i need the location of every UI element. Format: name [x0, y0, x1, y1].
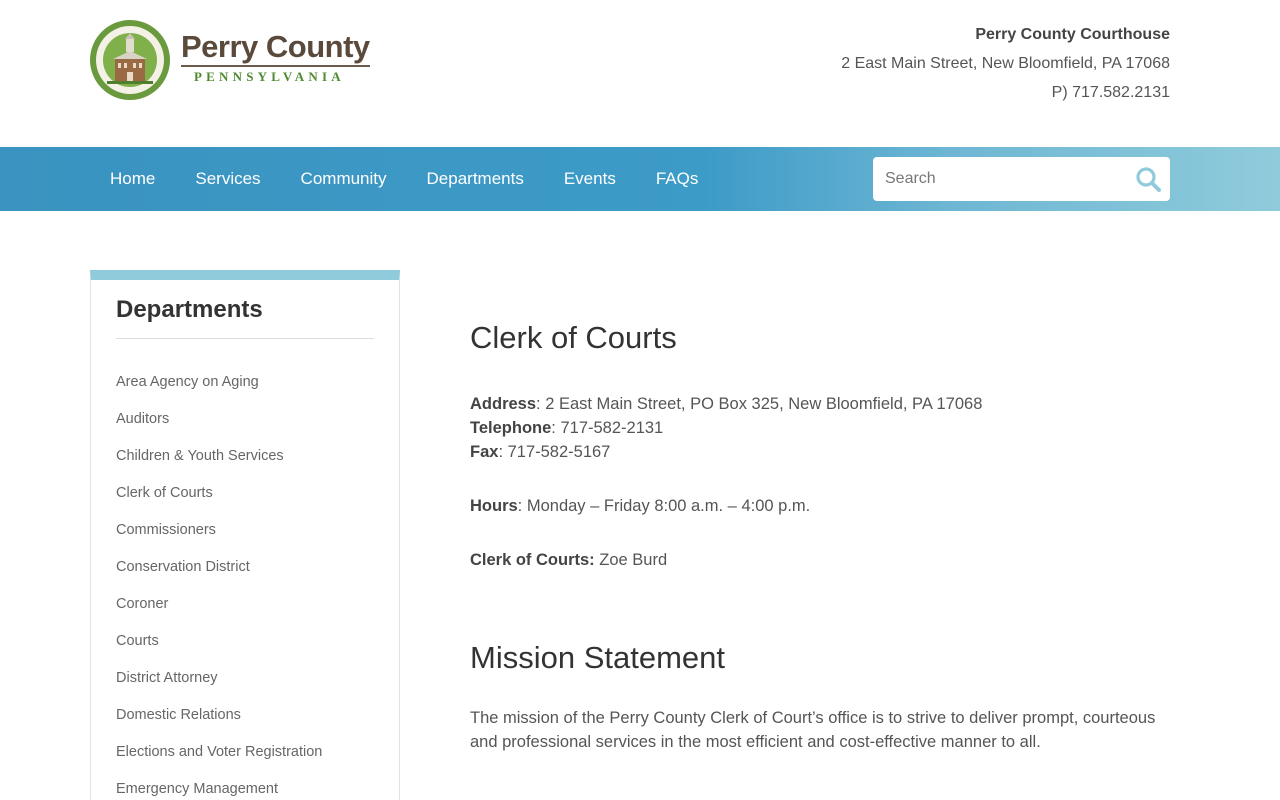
- departments-sidebar: [90, 270, 400, 800]
- header-contact: [841, 20, 1170, 107]
- sidebar-title: Departments: [116, 296, 374, 339]
- main-content: [470, 318, 1170, 754]
- nav-item-community[interactable]: Community: [300, 169, 387, 188]
- sidebar-item-conservation-district[interactable]: Conservation District: [116, 559, 250, 575]
- address-line: [470, 392, 1170, 416]
- hours-label: Hours: [470, 497, 518, 515]
- search-icon[interactable]: [1134, 165, 1162, 193]
- departments-list: [116, 372, 322, 800]
- main-nav: [0, 147, 1280, 211]
- nav-item-events[interactable]: Events: [563, 169, 616, 188]
- site-header: [0, 0, 1280, 147]
- contact-info: [470, 392, 1170, 572]
- sidebar-item-emergency-management[interactable]: Emergency Management: [116, 781, 278, 797]
- telephone-line: [470, 416, 1170, 440]
- sidebar-item-clerk-of-courts[interactable]: Clerk of Courts: [116, 485, 213, 501]
- telephone-value: : 717-582-2131: [551, 419, 664, 437]
- nav-item-services[interactable]: Services: [195, 169, 261, 188]
- sidebar-item-courts[interactable]: Courts: [116, 633, 159, 649]
- sidebar-item-commissioners[interactable]: Commissioners: [116, 522, 216, 538]
- page-title: Clerk of Courts: [470, 320, 677, 355]
- sidebar-item-children-youth-services[interactable]: Children & Youth Services: [116, 448, 284, 464]
- nav-item-departments[interactable]: Departments: [426, 169, 524, 188]
- fax-label: Fax: [470, 443, 499, 461]
- county-seal-icon: [89, 19, 171, 101]
- sidebar-item-coroner[interactable]: Coroner: [116, 596, 169, 612]
- telephone-label: Telephone: [470, 419, 552, 437]
- sidebar-item-area-agency-on-aging[interactable]: Area Agency on Aging: [116, 374, 259, 390]
- sidebar-item-auditors[interactable]: Auditors: [116, 411, 170, 427]
- clerk-label: Clerk of Courts:: [470, 551, 595, 569]
- clerk-line: [470, 548, 1170, 572]
- hours-line: [470, 494, 1170, 518]
- sidebar-item-district-attorney[interactable]: District Attorney: [116, 670, 218, 686]
- mission-title: Mission Statement: [470, 640, 725, 675]
- sidebar-item-elections[interactable]: Elections and Voter Registration: [116, 744, 323, 760]
- contact-address: 2 East Main Street, New Bloomfield, PA 17068: [841, 55, 1170, 72]
- site-logo[interactable]: [89, 19, 370, 101]
- contact-name: Perry County Courthouse: [975, 26, 1170, 43]
- nav-item-home[interactable]: Home: [110, 169, 156, 188]
- nav-item-faqs[interactable]: FAQs: [655, 169, 699, 188]
- search-box: [873, 157, 1170, 201]
- fax-line: [470, 440, 1170, 464]
- hours-value: : Monday – Friday 8:00 a.m. – 4:00 p.m.: [517, 497, 811, 515]
- logo-state: PENNSYLVANIA: [194, 68, 345, 84]
- contact-phone: P) 717.582.2131: [1051, 84, 1170, 101]
- clerk-value: Zoe Burd: [594, 551, 668, 569]
- sidebar-item-domestic-relations[interactable]: Domestic Relations: [116, 707, 241, 723]
- address-value: : 2 East Main Street, PO Box 325, New Bloomfield, PA 17068: [536, 395, 983, 413]
- mission-text: The mission of the Perry County Clerk of Court’s office is to strive to deliver prompt, courteous and professional services in the most efficient and cost-effective manner to all.: [470, 709, 1156, 751]
- search-input[interactable]: [873, 170, 1123, 188]
- fax-value: : 717-582-5167: [498, 443, 611, 461]
- logo-name: Perry County: [181, 30, 370, 67]
- address-label: Address: [470, 395, 537, 413]
